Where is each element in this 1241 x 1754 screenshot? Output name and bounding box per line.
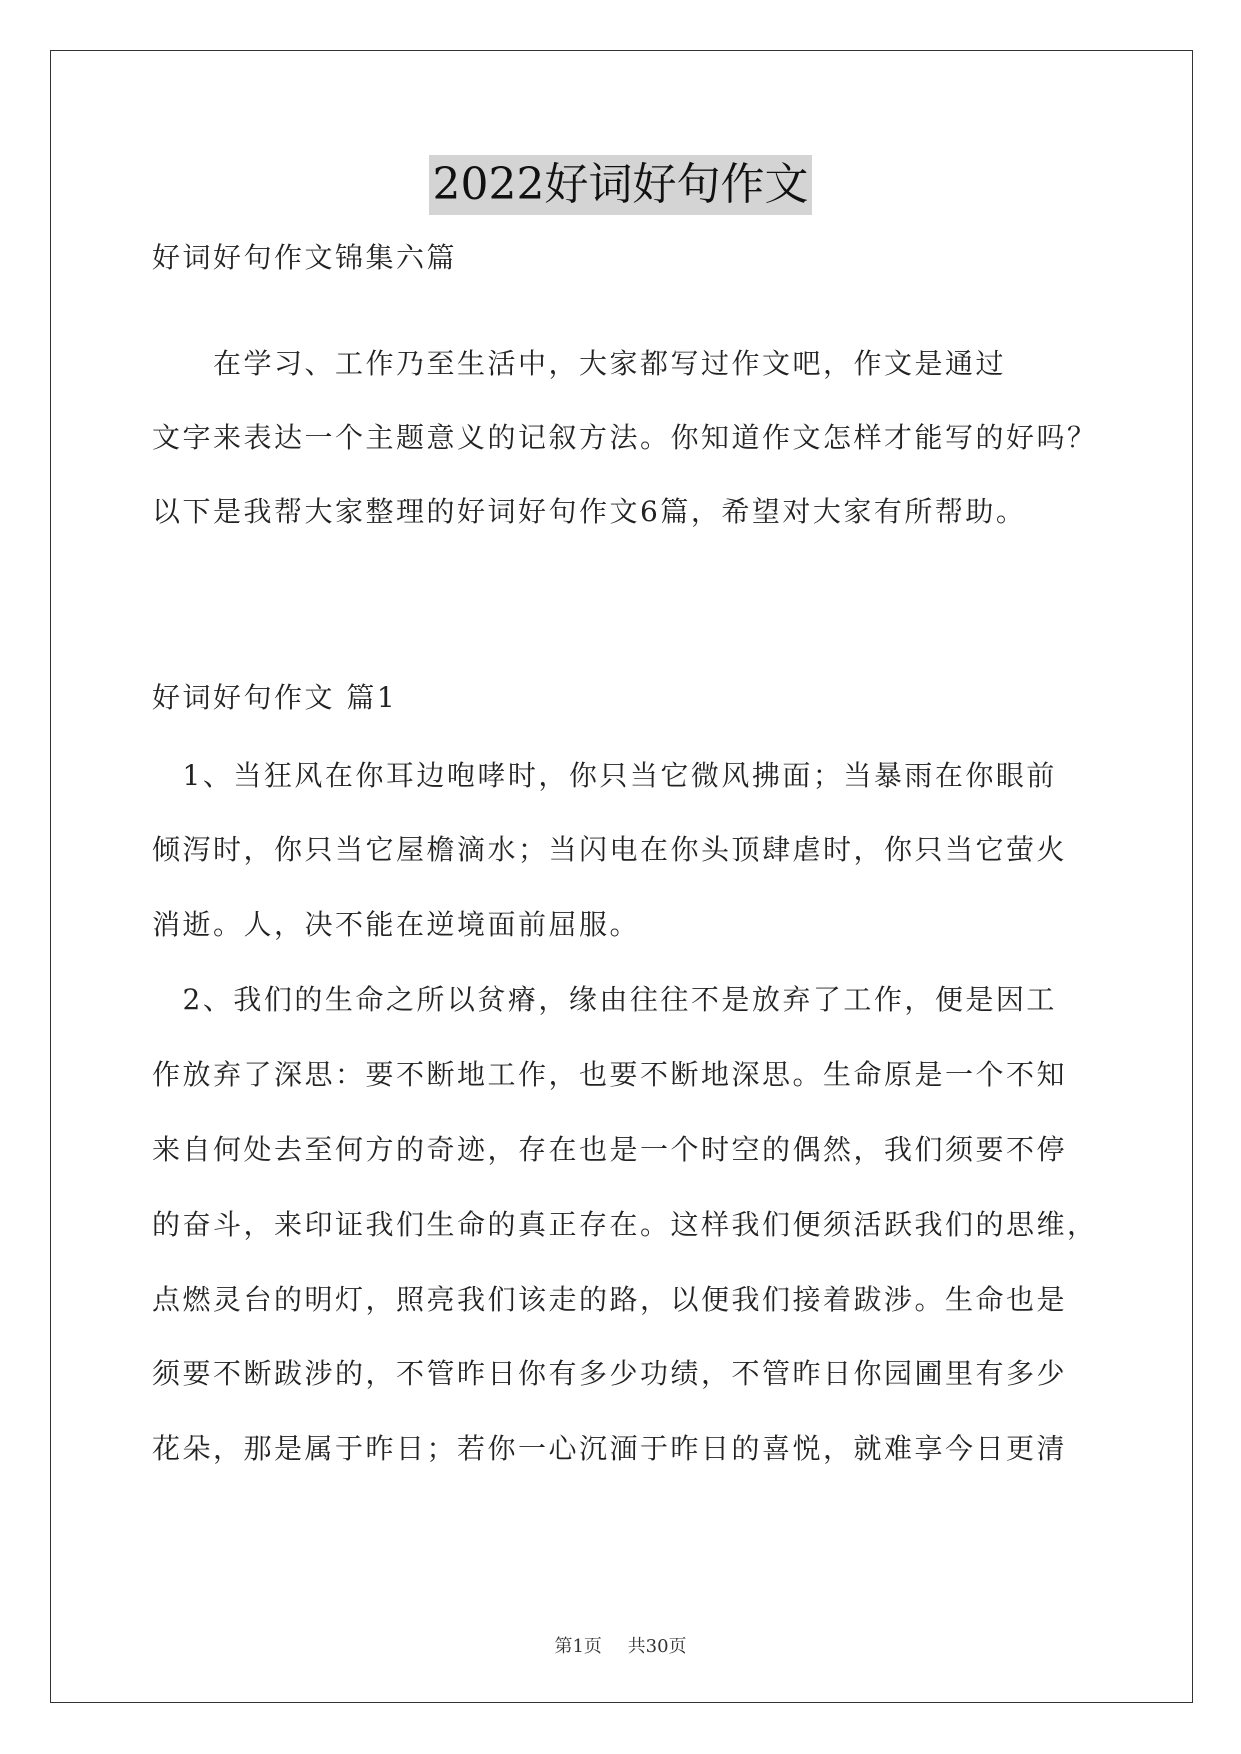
body-line: 1、当狂风在你耳边咆哮时，你只当它微风拂面；当暴雨在你眼前 (152, 759, 1057, 792)
total-pages: 共30页 (627, 1636, 687, 1657)
body-line: 作放弃了深思：要不断地工作，也要不断地深思。生命原是一个不知 (152, 1058, 1068, 1091)
title-block (0, 155, 1241, 215)
intro-line: 以下是我帮大家整理的好词好句作文6篇，希望对大家有所帮助。 (152, 495, 1027, 528)
section-heading: 好词好句作文 篇1 (152, 681, 398, 714)
document-title: 2022好词好句作文 (429, 155, 813, 215)
body-line: 的奋斗，来印证我们生命的真正存在。这样我们便须活跃我们的思维， (152, 1208, 1098, 1241)
page-number: 第1页 (554, 1636, 602, 1657)
document-subtitle: 好词好句作文锦集六篇 (152, 241, 458, 274)
intro-line: 在学习、工作乃至生活中，大家都写过作文吧，作文是通过 (152, 347, 1007, 380)
body-line: 须要不断跋涉的，不管昨日你有多少功绩，不管昨日你园圃里有多少 (152, 1357, 1068, 1390)
intro-line: 文字来表达一个主题意义的记叙方法。你知道作文怎样才能写的好吗？ (152, 421, 1098, 454)
body-line: 倾泻时，你只当它屋檐滴水；当闪电在你头顶肆虐时，你只当它萤火 (152, 833, 1068, 866)
body-line: 消逝。人，决不能在逆境面前屈服。 (152, 908, 641, 941)
body-line: 2、我们的生命之所以贫瘠，缘由往往不是放弃了工作，便是因工 (152, 983, 1057, 1016)
page-footer (0, 1632, 1241, 1658)
body-line: 花朵，那是属于昨日；若你一心沉湎于昨日的喜悦，就难享今日更清 (152, 1432, 1068, 1465)
body-line: 点燃灵台的明灯，照亮我们该走的路，以便我们接着跋涉。生命也是 (152, 1283, 1068, 1316)
body-line: 来自何处去至何方的奇迹，存在也是一个时空的偶然，我们须要不停 (152, 1133, 1068, 1166)
